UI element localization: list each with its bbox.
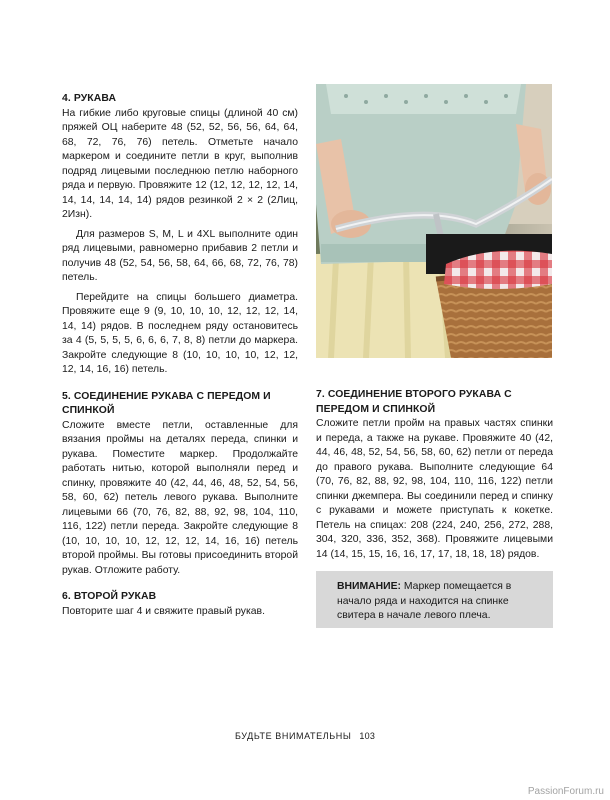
left-column [62, 92, 298, 631]
section-title: 6. ВТОРОЙ РУКАВ [62, 591, 157, 602]
paragraph: Для размеров S, M, L и 4XL выполните один ряд лицевыми, равномерно прибавив 2 петли и получив 48 (52, 54, 56, 58, 64, 66, 68, 72, 76, 78) петель. [62, 228, 298, 283]
right-column [316, 388, 553, 574]
paragraph: Повторите шаг 4 и свяжите правый рукав. [62, 605, 265, 617]
bicycle-photo [316, 84, 552, 358]
section-join-sleeve [62, 390, 298, 579]
section-title: 7. СОЕДИНЕНИЕ ВТОРОГО РУКАВА С ПЕРЕДОМ И СПИНКОЙ [316, 389, 512, 415]
footer-title: БУДЬТЕ ВНИМАТЕЛЬНЫ [234, 731, 352, 741]
page-number: 103 [359, 731, 376, 741]
page-footer [0, 731, 610, 741]
paragraph: Сложите вместе петли, оставленные для вязания проймы на деталях переда, спинки и рукава. Поместите маркер. Продолжайте работать нитью, которой выполняли перед и спинку, провяжите 40 (42, 44, 46, 48, 52, 54, 56, 58, 60, 62) петель левого рукава. Выполните лицевыми 66 (70, 76, 82, 88, 92, 98, 104, 110, 116, 122) петли переда. Закройте следующие 8 (10, 10, 10, 10, 12, 12, 12, 14, 16, 16) петель второй проймы. Вы готовы присоединить второй рукав. Отложите работу. [62, 419, 298, 576]
attention-note [316, 571, 553, 628]
note-label: ВНИМАНИЕ: [337, 581, 401, 592]
section-join-second-sleeve [316, 388, 553, 562]
section-title: 5. СОЕДИНЕНИЕ РУКАВА С ПЕРЕДОМ И СПИНКОЙ [62, 390, 271, 416]
note-text: Маркер помещается в начало ряда и находится на спинке свитера в начале левого плеча. [337, 581, 512, 621]
section-second-sleeve [62, 590, 298, 619]
paragraph: Сложите петли пройм на правых частях спинки и переда, а также на рукаве. Провяжите 40 (42, 44, 46, 48, 52, 54, 56, 58, 60, 62) петли от переда до правого рукава. Выполните следующие 64 (70, 76, 82, 88, 92, 98, 104, 110, 116, 122) петли спинки джемпера. Вы соединили перед и спинку с рукавами и можете приступать к кокетке. Петель на спицах: 208 (224, 240, 256, 272, 288, 304, 320, 336, 352, 368). Провяжите лицевыми 14 (14, 15, 15, 16, 16, 17, 17, 18, 18, 18) рядов. [316, 418, 553, 560]
section-sleeves [62, 92, 298, 378]
watermark: PassionForum.ru [527, 786, 604, 797]
paragraph: На гибкие либо круговые спицы (длиной 40 см) пряжей ОЦ наберите 48 (52, 52, 56, 56, 64, 64, 68, 72, 76, 76) петель. Отметьте начало маркером и соедините петли в круг, выполнив подряд лицевыми последнюю петлю наборного ряда и первую. Провяжите 12 (12, 12, 12, 12, 14, 14, 14, 14, 14, 14) рядов резинкой 2 × 2 (2Лиц, 2Изн). [62, 107, 298, 220]
section-title: 4. РУКАВА [62, 93, 117, 104]
paragraph: Перейдите на спицы большего диаметра. Провяжите еще 9 (9, 10, 10, 10, 12, 12, 12, 14, 14, 14) рядов. В последнем ряду остановитесь за 4 (5, 5, 5, 5, 6, 6, 6, 7, 8, 8) петли до маркера. Закройте следующие 8 (10, 10, 10, 10, 12, 12, 12, 14, 16, 16) петель. [62, 291, 298, 375]
